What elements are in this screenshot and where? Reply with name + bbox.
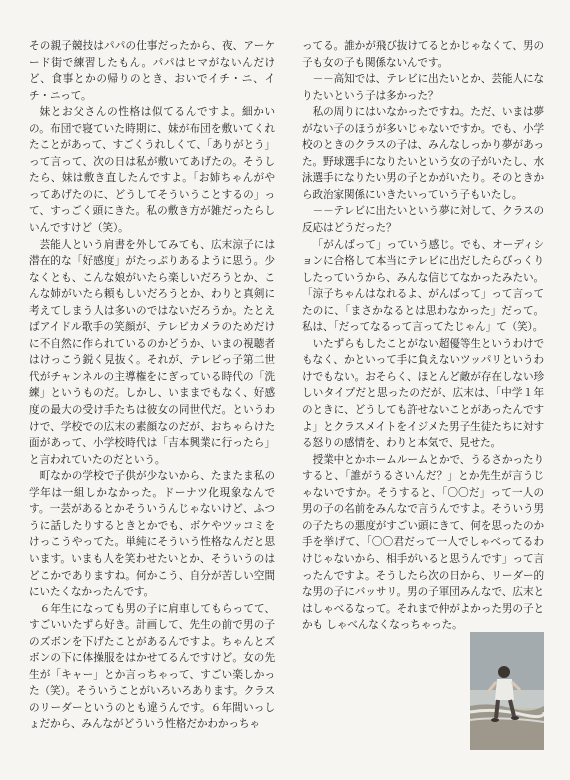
paragraph: その親子競技はパパの仕事だったから、夜、アーケード街で練習したもん。パパはヒマがないんだけど、食事とかの帰りのとき、おいでイチ・ニ、イチ・ニって。 bbox=[29, 40, 275, 102]
paragraph: 芸能人という肩書を外してみても、広末涼子には潜在的な「好感度」がたっぷりあるように思う。少なくとも、こんな娘がいたら楽しいだろうとか、こんな姉がいたら頼もしいだろうとか、わりと真剣に考えてしまう人は多いのではないだろうか。たとえばアイドル歌手の笑顔が、テレビカメラのためだけに不自然に作られているのかどうか、いまの視聴者はけっこう鋭く見抜く。それが、テレビっ子第二世代がチャンネルの主導権をにぎっている時代の「洗練」というものだ。しかし、いままでもなく、好感度の最大の受け手たちは彼女の同世代だ。というわけで、学校での広末の素顔なのだが、おちゃらけた面があって、小学校時代は「吉本興業に行ったら」と言われていたのだという。 bbox=[29, 238, 275, 466]
paragraph: いたずらもしたことがない超優等生というわけでもなく、かといって手に負えないツッパリというわけでもない。おそらく、ほとんど敵が存在しない珍しいタイプだと思ったのだが、広末は、「中学１年のときに、どうしても許せないことがあったんですよ」とクラスメイトをイジメた男子生徒たちに対する怒りの感情を、わりと本気で、見せた。 bbox=[302, 337, 544, 450]
left-column bbox=[29, 38, 275, 733]
paragraph: ってる。誰かが飛び抜けてるとかじゃなくて、男の子も女の子も関係ないんです。 bbox=[302, 40, 544, 69]
paragraph: 授業中とかホームルームとかで、うるさかったりすると、「誰がうるさいんだ？」とか先生が言うじゃないですか。そうすると、「〇〇だ」って一人の男の子の名前をみんなで言うんですよ。そういう男の子たちの悪度がすごい頭にきて、何を思ったのか手を挙げて、「〇〇君だって一人でしゃべってるわけじゃないから、相手がいると思うんです」って言ったんですよ。そうしたら次の日から、リーダー的な男の子にバッサリ。男の子軍団みんなで、広末とはしゃべるなって。それまで仲がよかった男の子とかも しゃべんなくなっちゃった。 bbox=[302, 453, 544, 632]
paragraph: ６年生になっても男の子に肩車してもらってて、すごいいたずら好き。計画して、先生の前で男の子のズボンを下げたことがあるんですよ。ちゃんとズボンの下に体操服をはかせてるんですけど。女の先生が「キャー」とか言っちゃって、すごい楽しかった（笑）。そういうことがいろいろあります。クラスのリーダーというのとも違うんです。６年間いっしょだから、みんながどういう性格だかわかっちゃ bbox=[29, 602, 275, 731]
beach-child-photo bbox=[470, 632, 544, 750]
paragraph: 「がんばって」っていう感じ。でも、オーディションに合格して本当にテレビに出だしたらびっくりしたっていうから、みんな信じてなかったみたい。「涼子ちゃんはなれるよ、がんばって」って言ってたのに、「まさかなるとは思わなかった」だって。私は、「だってなるって言ってたじゃん」て（笑）。 bbox=[302, 238, 544, 334]
interview-question: －－テレビに出たいという夢に対して、クラスの反応はどうだった？ bbox=[302, 205, 544, 235]
photo-illustration bbox=[470, 632, 544, 750]
paragraph: 町なかの学校で子供が少ないから、たまたま私の学年は一組しかなかった。ドーナツ化現象なんです。一芸があるとかそういうんじゃないけど、ふつうに話したりするときとかでも、ボケやツッコミをけっこうやってた。単純にそういう性格なんだと思います。いまも人を笑わせたいとか、そういうのはどこかでありますね。何かこう、自分が苦しい空間にいたくなかったんです。 bbox=[29, 470, 275, 599]
paragraph: 私の周りにはいなかったですね。ただ、いまは夢がない子のほうが多いじゃないですか。でも、小学校のときのクラスの子は、みんなしっかり夢があった。野球選手になりたいという女の子がいたし、水泳選手になりたい男の子とかがいたり。そのときから政治家関係にいきたいっていう子もいたし。 bbox=[302, 106, 544, 201]
interview-question: －－高知では、テレビに出たいとか、芸能人になりたいという子は多かった？ bbox=[302, 73, 544, 102]
right-column bbox=[302, 38, 544, 634]
paragraph: 妹とお父さんの性格は似てるんですよ。細かいの。布団で寝ていた時期に、妹が布団を敷いてくれたことがあって、すごくうれしくて、「ありがとう」って言って、次の日は私が敷いてあげたの。そうしたら、妹は敷き直したんですよ。「お姉ちゃんがやってあげたのに、どうしてそういうことするの」って、すっごく頭にきた。私の敷き方が雑だったらしいんですけど（笑）。 bbox=[29, 106, 276, 235]
